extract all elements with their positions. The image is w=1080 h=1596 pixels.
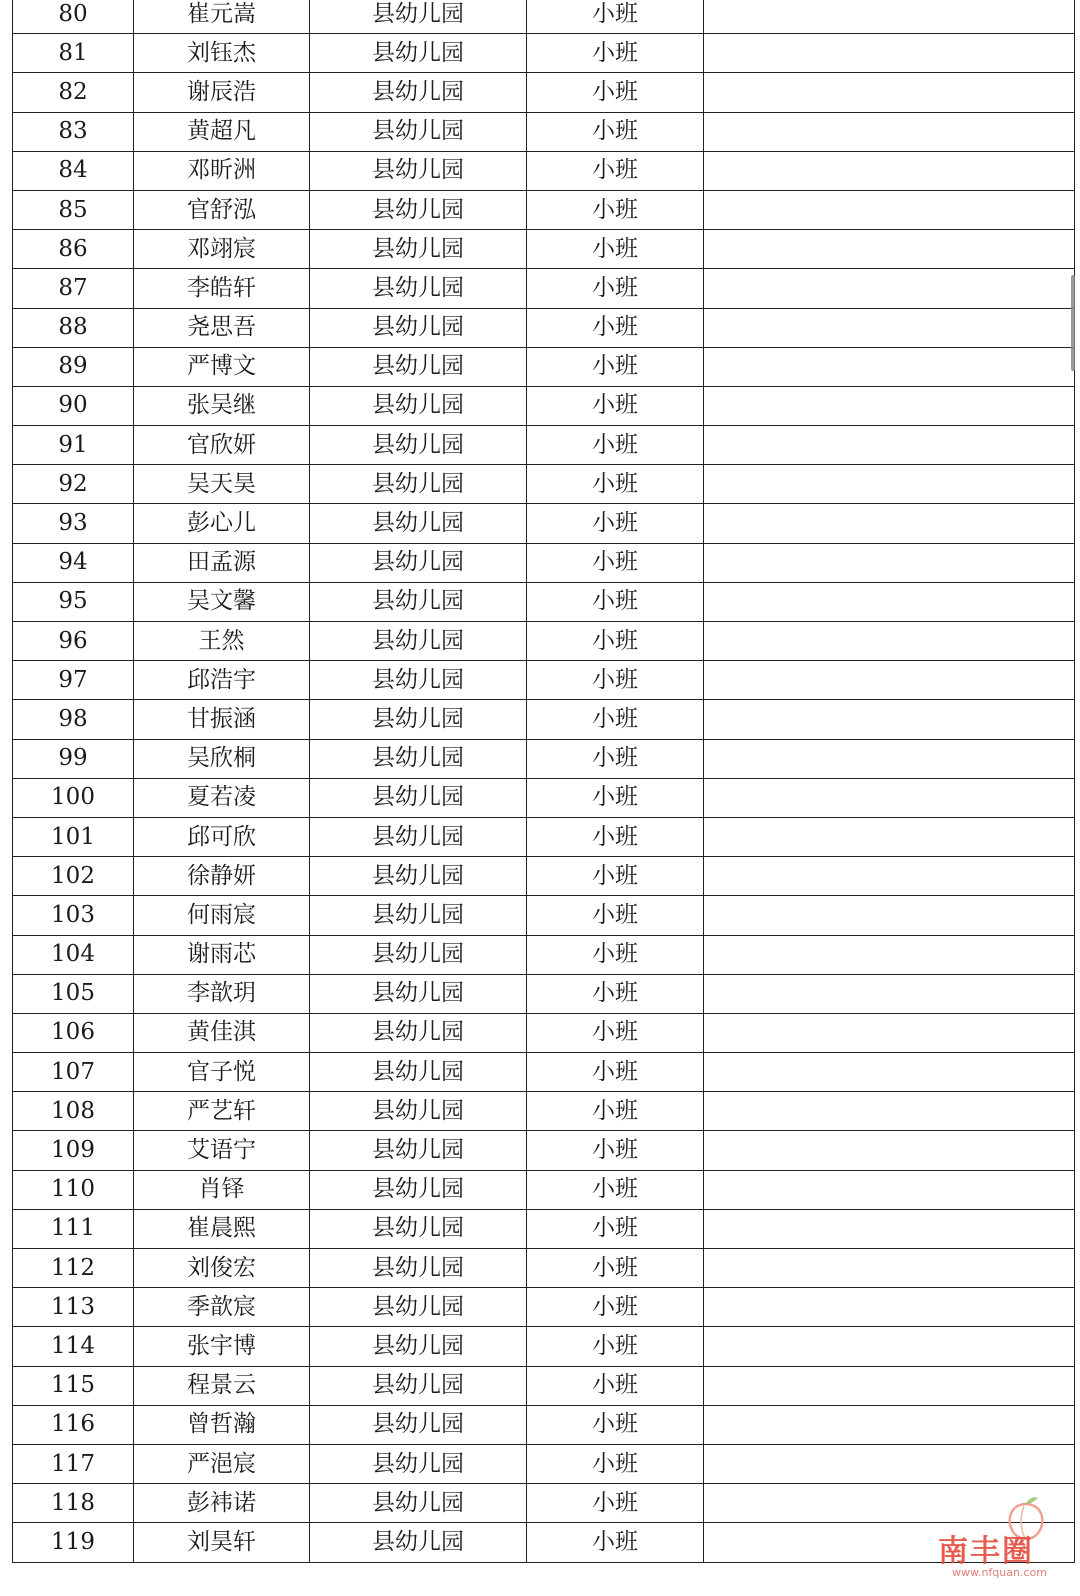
remarks-cell: [704, 582, 1075, 621]
school-cell: 县幼儿园: [310, 622, 527, 661]
class-cell: 小班: [527, 661, 704, 700]
table-row: [13, 1131, 1075, 1170]
class-cell: 小班: [527, 1092, 704, 1131]
remarks-cell: [704, 817, 1075, 856]
table-row: [13, 1484, 1075, 1523]
table-row: [13, 1013, 1075, 1052]
remarks-cell: [704, 386, 1075, 425]
class-cell: 小班: [527, 386, 704, 425]
school-cell: 县幼儿园: [310, 1444, 527, 1483]
remarks-cell: [704, 230, 1075, 269]
row-number-cell: 112: [13, 1249, 134, 1288]
remarks-cell: [704, 1523, 1075, 1562]
row-number-cell: 110: [13, 1170, 134, 1209]
row-number-cell: 106: [13, 1013, 134, 1052]
class-cell: 小班: [527, 700, 704, 739]
row-number-cell: 91: [13, 426, 134, 465]
table-row: [13, 230, 1075, 269]
row-number-cell: 90: [13, 386, 134, 425]
school-cell: 县幼儿园: [310, 1405, 527, 1444]
school-cell: 县幼儿园: [310, 543, 527, 582]
class-cell: 小班: [527, 622, 704, 661]
table-row: [13, 190, 1075, 229]
school-cell: 县幼儿园: [310, 700, 527, 739]
class-cell: 小班: [527, 1288, 704, 1327]
school-cell: 县幼儿园: [310, 1053, 527, 1092]
remarks-cell: [704, 661, 1075, 700]
remarks-cell: [704, 974, 1075, 1013]
row-number-cell: 89: [13, 347, 134, 386]
table-row: [13, 465, 1075, 504]
row-number-cell: 84: [13, 151, 134, 190]
table-row: [13, 386, 1075, 425]
row-number-cell: 100: [13, 778, 134, 817]
class-cell: 小班: [527, 151, 704, 190]
remarks-cell: [704, 1209, 1075, 1248]
student-name-cell: 程景云: [134, 1366, 310, 1405]
school-cell: 县幼儿园: [310, 190, 527, 229]
school-cell: 县幼儿园: [310, 34, 527, 73]
class-cell: 小班: [527, 504, 704, 543]
class-cell: 小班: [527, 896, 704, 935]
class-cell: 小班: [527, 308, 704, 347]
student-name-cell: 季歆宸: [134, 1288, 310, 1327]
class-cell: 小班: [527, 230, 704, 269]
student-name-cell: 谢辰浩: [134, 73, 310, 112]
student-name-cell: 刘昊轩: [134, 1523, 310, 1562]
table-row: [13, 1444, 1075, 1483]
student-name-cell: 彭袆诺: [134, 1484, 310, 1523]
table-row: [13, 308, 1075, 347]
school-cell: 县幼儿园: [310, 426, 527, 465]
row-number-cell: 81: [13, 34, 134, 73]
remarks-cell: [704, 151, 1075, 190]
row-number-cell: 94: [13, 543, 134, 582]
class-cell: 小班: [527, 1484, 704, 1523]
class-cell: 小班: [527, 0, 704, 34]
row-number-cell: 109: [13, 1131, 134, 1170]
student-name-cell: 吴天昊: [134, 465, 310, 504]
school-cell: 县幼儿园: [310, 347, 527, 386]
student-name-cell: 徐静妍: [134, 857, 310, 896]
table-row: [13, 504, 1075, 543]
student-name-cell: 田孟源: [134, 543, 310, 582]
school-cell: 县幼儿园: [310, 817, 527, 856]
row-number-cell: 116: [13, 1405, 134, 1444]
class-cell: 小班: [527, 1444, 704, 1483]
class-cell: 小班: [527, 582, 704, 621]
remarks-cell: [704, 1327, 1075, 1366]
student-name-cell: 严艺轩: [134, 1092, 310, 1131]
row-number-cell: 101: [13, 817, 134, 856]
remarks-cell: [704, 465, 1075, 504]
student-name-cell: 刘俊宏: [134, 1249, 310, 1288]
remarks-cell: [704, 857, 1075, 896]
student-name-cell: 王然: [134, 622, 310, 661]
remarks-cell: [704, 190, 1075, 229]
school-cell: 县幼儿园: [310, 269, 527, 308]
row-number-cell: 86: [13, 230, 134, 269]
student-name-cell: 艾语宁: [134, 1131, 310, 1170]
remarks-cell: [704, 0, 1075, 34]
table-row: [13, 896, 1075, 935]
school-cell: 县幼儿园: [310, 465, 527, 504]
student-name-cell: 黄佳淇: [134, 1013, 310, 1052]
school-cell: 县幼儿园: [310, 582, 527, 621]
remarks-cell: [704, 1092, 1075, 1131]
remarks-cell: [704, 1288, 1075, 1327]
school-cell: 县幼儿园: [310, 974, 527, 1013]
school-cell: 县幼儿园: [310, 935, 527, 974]
school-cell: 县幼儿园: [310, 1131, 527, 1170]
table-row: [13, 622, 1075, 661]
table-row: [13, 1092, 1075, 1131]
school-cell: 县幼儿园: [310, 112, 527, 151]
student-name-cell: 严浥宸: [134, 1444, 310, 1483]
student-name-cell: 张吴继: [134, 386, 310, 425]
student-name-cell: 李皓轩: [134, 269, 310, 308]
school-cell: 县幼儿园: [310, 1209, 527, 1248]
student-name-cell: 严博文: [134, 347, 310, 386]
student-name-cell: 尧思吾: [134, 308, 310, 347]
table-row: [13, 543, 1075, 582]
class-cell: 小班: [527, 1327, 704, 1366]
table-row: [13, 73, 1075, 112]
student-name-cell: 邱浩宇: [134, 661, 310, 700]
row-number-cell: 114: [13, 1327, 134, 1366]
remarks-cell: [704, 73, 1075, 112]
remarks-cell: [704, 269, 1075, 308]
school-cell: 县幼儿园: [310, 896, 527, 935]
class-cell: 小班: [527, 974, 704, 1013]
watermark-url: www.nfquan.com: [952, 1566, 1047, 1579]
school-cell: 县幼儿园: [310, 1484, 527, 1523]
table-row: [13, 974, 1075, 1013]
row-number-cell: 85: [13, 190, 134, 229]
class-cell: 小班: [527, 73, 704, 112]
student-name-cell: 崔晨熙: [134, 1209, 310, 1248]
student-name-cell: 谢雨芯: [134, 935, 310, 974]
student-name-cell: 官子悦: [134, 1053, 310, 1092]
class-cell: 小班: [527, 935, 704, 974]
row-number-cell: 82: [13, 73, 134, 112]
class-cell: 小班: [527, 1170, 704, 1209]
school-cell: 县幼儿园: [310, 504, 527, 543]
school-cell: 县幼儿园: [310, 1327, 527, 1366]
table-row: [13, 1366, 1075, 1405]
remarks-cell: [704, 1131, 1075, 1170]
student-name-cell: 邱可欣: [134, 817, 310, 856]
row-number-cell: 117: [13, 1444, 134, 1483]
class-cell: 小班: [527, 543, 704, 582]
row-number-cell: 92: [13, 465, 134, 504]
student-name-cell: 何雨宸: [134, 896, 310, 935]
table-row: [13, 1249, 1075, 1288]
roster-table: [12, 0, 1075, 1563]
class-cell: 小班: [527, 1249, 704, 1288]
table-row: [13, 661, 1075, 700]
school-cell: 县幼儿园: [310, 1170, 527, 1209]
remarks-cell: [704, 700, 1075, 739]
table-row: [13, 1209, 1075, 1248]
row-number-cell: 119: [13, 1523, 134, 1562]
remarks-cell: [704, 504, 1075, 543]
school-cell: 县幼儿园: [310, 308, 527, 347]
class-cell: 小班: [527, 739, 704, 778]
school-cell: 县幼儿园: [310, 1523, 527, 1562]
remarks-cell: [704, 1366, 1075, 1405]
remarks-cell: [704, 896, 1075, 935]
student-name-cell: 彭心儿: [134, 504, 310, 543]
school-cell: 县幼儿园: [310, 778, 527, 817]
class-cell: 小班: [527, 857, 704, 896]
row-number-cell: 96: [13, 622, 134, 661]
class-cell: 小班: [527, 426, 704, 465]
student-name-cell: 刘钰杰: [134, 34, 310, 73]
student-name-cell: 吴欣桐: [134, 739, 310, 778]
class-cell: 小班: [527, 347, 704, 386]
remarks-cell: [704, 1013, 1075, 1052]
row-number-cell: 111: [13, 1209, 134, 1248]
remarks-cell: [704, 622, 1075, 661]
remarks-cell: [704, 112, 1075, 151]
school-cell: 县幼儿园: [310, 661, 527, 700]
row-number-cell: 105: [13, 974, 134, 1013]
remarks-cell: [704, 1249, 1075, 1288]
class-cell: 小班: [527, 190, 704, 229]
row-number-cell: 95: [13, 582, 134, 621]
table-row: [13, 269, 1075, 308]
row-number-cell: 93: [13, 504, 134, 543]
remarks-cell: [704, 34, 1075, 73]
school-cell: 县幼儿园: [310, 857, 527, 896]
table-row: [13, 1327, 1075, 1366]
table-row: [13, 857, 1075, 896]
table-row: [13, 1405, 1075, 1444]
class-cell: 小班: [527, 1366, 704, 1405]
roster-table-body: [13, 0, 1075, 1562]
remarks-cell: [704, 1484, 1075, 1523]
school-cell: 县幼儿园: [310, 1092, 527, 1131]
remarks-cell: [704, 1170, 1075, 1209]
row-number-cell: 118: [13, 1484, 134, 1523]
class-cell: 小班: [527, 1523, 704, 1562]
student-name-cell: 甘振涵: [134, 700, 310, 739]
table-row: [13, 0, 1075, 34]
table-row: [13, 739, 1075, 778]
remarks-cell: [704, 1405, 1075, 1444]
class-cell: 小班: [527, 465, 704, 504]
school-cell: 县幼儿园: [310, 1288, 527, 1327]
class-cell: 小班: [527, 269, 704, 308]
table-row: [13, 1523, 1075, 1562]
class-cell: 小班: [527, 112, 704, 151]
row-number-cell: 87: [13, 269, 134, 308]
student-name-cell: 邓翊宸: [134, 230, 310, 269]
remarks-cell: [704, 1444, 1075, 1483]
remarks-cell: [704, 1053, 1075, 1092]
remarks-cell: [704, 778, 1075, 817]
student-name-cell: 夏若凌: [134, 778, 310, 817]
student-name-cell: 吴文馨: [134, 582, 310, 621]
watermark-text: 南丰圈: [938, 1534, 1034, 1569]
student-name-cell: 官欣妍: [134, 426, 310, 465]
class-cell: 小班: [527, 1405, 704, 1444]
student-name-cell: 官舒泓: [134, 190, 310, 229]
class-cell: 小班: [527, 1131, 704, 1170]
student-name-cell: 李歆玥: [134, 974, 310, 1013]
row-number-cell: 104: [13, 935, 134, 974]
remarks-cell: [704, 347, 1075, 386]
row-number-cell: 98: [13, 700, 134, 739]
row-number-cell: 107: [13, 1053, 134, 1092]
row-number-cell: 113: [13, 1288, 134, 1327]
table-row: [13, 151, 1075, 190]
table-row: [13, 1170, 1075, 1209]
student-name-cell: 张宇博: [134, 1327, 310, 1366]
school-cell: 县幼儿园: [310, 1013, 527, 1052]
table-row: [13, 778, 1075, 817]
class-cell: 小班: [527, 817, 704, 856]
class-cell: 小班: [527, 34, 704, 73]
school-cell: 县幼儿园: [310, 386, 527, 425]
student-name-cell: 崔元嵩: [134, 0, 310, 34]
table-row: [13, 34, 1075, 73]
row-number-cell: 115: [13, 1366, 134, 1405]
table-row: [13, 700, 1075, 739]
class-cell: 小班: [527, 778, 704, 817]
class-cell: 小班: [527, 1053, 704, 1092]
remarks-cell: [704, 935, 1075, 974]
row-number-cell: 80: [13, 0, 134, 34]
school-cell: 县幼儿园: [310, 230, 527, 269]
table-row: [13, 347, 1075, 386]
remarks-cell: [704, 426, 1075, 465]
table-row: [13, 112, 1075, 151]
row-number-cell: 83: [13, 112, 134, 151]
student-name-cell: 邓昕洲: [134, 151, 310, 190]
school-cell: 县幼儿园: [310, 1249, 527, 1288]
school-cell: 县幼儿园: [310, 73, 527, 112]
school-cell: 县幼儿园: [310, 151, 527, 190]
table-row: [13, 1288, 1075, 1327]
class-cell: 小班: [527, 1209, 704, 1248]
table-row: [13, 582, 1075, 621]
row-number-cell: 103: [13, 896, 134, 935]
row-number-cell: 88: [13, 308, 134, 347]
student-name-cell: 黄超凡: [134, 112, 310, 151]
row-number-cell: 108: [13, 1092, 134, 1131]
school-cell: 县幼儿园: [310, 739, 527, 778]
row-number-cell: 97: [13, 661, 134, 700]
school-cell: 县幼儿园: [310, 0, 527, 34]
class-cell: 小班: [527, 1013, 704, 1052]
school-cell: 县幼儿园: [310, 1366, 527, 1405]
row-number-cell: 99: [13, 739, 134, 778]
student-name-cell: 肖铎: [134, 1170, 310, 1209]
student-name-cell: 曾哲瀚: [134, 1405, 310, 1444]
row-number-cell: 102: [13, 857, 134, 896]
remarks-cell: [704, 543, 1075, 582]
remarks-cell: [704, 739, 1075, 778]
table-row: [13, 1053, 1075, 1092]
table-row: [13, 817, 1075, 856]
table-row: [13, 426, 1075, 465]
vertical-scrollbar[interactable]: [1071, 275, 1075, 371]
remarks-cell: [704, 308, 1075, 347]
table-row: [13, 935, 1075, 974]
